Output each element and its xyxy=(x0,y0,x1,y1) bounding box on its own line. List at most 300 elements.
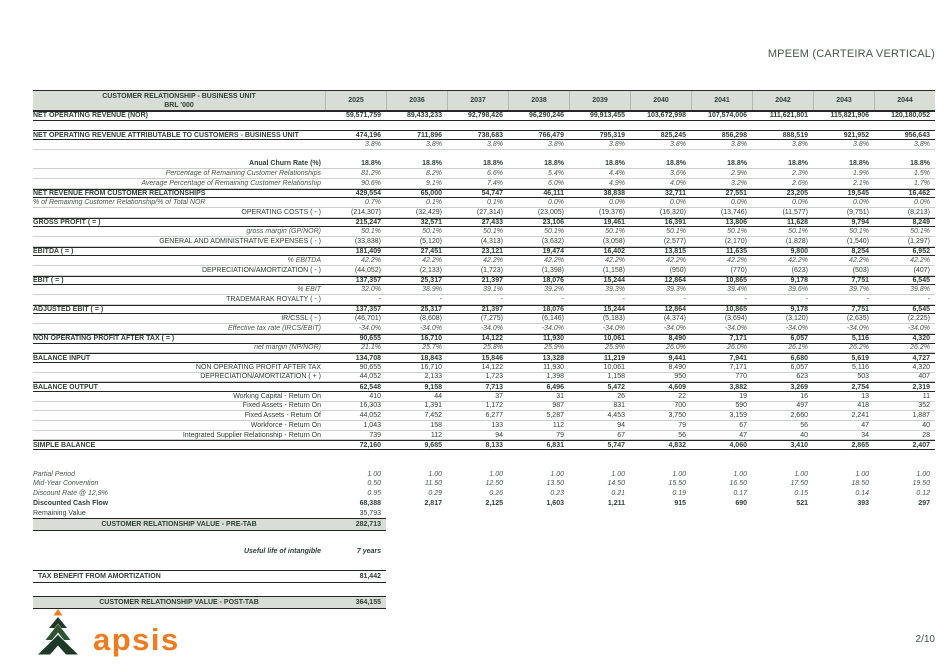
cell-value: 23,106 xyxy=(542,218,564,226)
cell-value: - xyxy=(622,295,625,303)
cell-value: 11.50 xyxy=(425,480,442,488)
cell-value: 6,831 xyxy=(546,441,564,449)
cell-value: 50.1% xyxy=(483,228,503,236)
cell-value: 39.1% xyxy=(483,286,503,294)
cell-value: 1.00 xyxy=(489,470,503,478)
row-ircssl xyxy=(33,314,935,324)
cell-value: 90.6% xyxy=(361,179,381,187)
row-partial-period xyxy=(33,469,935,479)
cell-value: 15,846 xyxy=(481,354,503,362)
cell-value: 7,941 xyxy=(729,354,747,362)
tax-benefit-row xyxy=(33,570,386,583)
cell-value: 2,865 xyxy=(851,441,869,449)
cell-value: 38.9% xyxy=(422,286,442,294)
cell-value: (950) xyxy=(669,266,686,274)
row-label: Average Percentage of Remaining Customer Relationship xyxy=(141,179,321,187)
useful-life-label: Useful life of intangible xyxy=(243,547,321,555)
cell-value: 23,121 xyxy=(481,247,503,255)
cell-value: 42.2% xyxy=(361,257,381,265)
cell-value: 3.8% xyxy=(914,140,930,148)
cell-value: 825,245 xyxy=(660,131,686,139)
cell-value: -34.0% xyxy=(358,324,381,332)
cell-value: 15.50 xyxy=(668,480,686,488)
cell-value: 297 xyxy=(918,499,930,507)
cell-value: 2,125 xyxy=(485,499,503,507)
row-nor-growth xyxy=(33,140,935,150)
cell-value: 25,317 xyxy=(420,277,442,285)
row-trademark-royalty xyxy=(33,295,935,305)
cell-value: 50.1% xyxy=(666,228,686,236)
cell-value: 1,043 xyxy=(363,421,381,429)
cell-value: 26.2% xyxy=(849,344,869,352)
cell-value: - xyxy=(744,295,747,303)
cell-value: (3,694) xyxy=(724,315,747,323)
cell-value: 18.8% xyxy=(422,160,442,168)
cell-value: 0.21 xyxy=(611,490,625,498)
spacer xyxy=(33,150,935,160)
cell-value: 22 xyxy=(678,392,686,400)
cell-value: 5,747 xyxy=(607,441,625,449)
cell-value: 21.1% xyxy=(361,344,381,352)
row-adjusted-ebit xyxy=(33,305,935,315)
cell-value: 137,357 xyxy=(355,277,381,285)
cell-value: 16,303 xyxy=(359,402,381,410)
cell-value: 1,158 xyxy=(607,373,625,381)
cell-value: 0.0% xyxy=(792,199,808,207)
cell-value: 19,545 xyxy=(847,189,869,197)
row-label: Remaining Value xyxy=(33,509,86,517)
cell-value: 39.7% xyxy=(849,286,869,294)
cell-value: 42.2% xyxy=(788,257,808,265)
cell-value: 18.8% xyxy=(483,160,503,168)
cell-value: 50.1% xyxy=(788,228,808,236)
cell-value: 11,628 xyxy=(786,218,808,226)
cell-value: - xyxy=(378,295,381,303)
cell-value: 9.1% xyxy=(426,179,442,187)
cell-value: 120,180,052 xyxy=(891,112,930,120)
row-working-capital xyxy=(33,392,935,402)
cell-value: 50.1% xyxy=(849,228,869,236)
cell-value: - xyxy=(927,295,930,303)
year-header: 2040 xyxy=(630,91,691,110)
row-balance-output xyxy=(33,382,935,392)
cell-value: (3,632) xyxy=(541,237,564,245)
cell-value: - xyxy=(561,295,564,303)
cell-value: 50.1% xyxy=(544,228,564,236)
cell-value: 2,133 xyxy=(424,373,442,381)
row-net-revenue-customer xyxy=(33,189,935,199)
cell-value: 0.23 xyxy=(550,490,564,498)
cell-value: 1.9% xyxy=(853,169,869,177)
row-avg-pct-remaining xyxy=(33,179,935,189)
cell-value: 2,817 xyxy=(424,499,442,507)
cell-value: 1,398 xyxy=(546,373,564,381)
cell-value: 8.2% xyxy=(426,169,442,177)
cell-value: 32,571 xyxy=(420,218,442,226)
cell-value: 65,000 xyxy=(420,189,442,197)
cell-value: 27,433 xyxy=(481,218,503,226)
cell-value: (19,376) xyxy=(598,208,625,216)
valuation-table xyxy=(33,90,935,518)
cell-value: 16,710 xyxy=(420,363,442,371)
cell-value: (8,608) xyxy=(419,315,442,323)
cell-value: 831 xyxy=(613,402,625,410)
cell-value: (407) xyxy=(913,266,930,274)
cell-value: 19,461 xyxy=(603,218,625,226)
cell-value: 42.2% xyxy=(605,257,625,265)
cell-value: 39.3% xyxy=(666,286,686,294)
cell-value: 26 xyxy=(617,392,625,400)
cell-value: 6,057 xyxy=(790,363,808,371)
cell-value: 42.2% xyxy=(727,257,747,265)
row-label: BALANCE INPUT xyxy=(33,354,91,362)
cell-value: 770 xyxy=(735,373,747,381)
cell-value: 13.50 xyxy=(546,480,564,488)
apsis-logo xyxy=(33,609,180,655)
cell-value: 2,660 xyxy=(790,412,808,420)
spacer xyxy=(33,460,935,470)
cell-value: 2,754 xyxy=(851,383,869,391)
cell-value: 103,672,998 xyxy=(647,112,686,120)
cell-value: 739 xyxy=(369,431,381,439)
row-label: Mid-Year Convention xyxy=(33,480,99,488)
cell-value: 17.50 xyxy=(790,480,808,488)
cell-value: 11,635 xyxy=(725,247,747,255)
row-net-margin xyxy=(33,344,935,354)
cell-value: 10,061 xyxy=(603,363,625,371)
cell-value: 2.9% xyxy=(731,169,747,177)
cell-value: -34.0% xyxy=(907,324,930,332)
cell-value: 3,750 xyxy=(668,412,686,420)
row-label: EBITDA ( = ) xyxy=(33,247,74,255)
cell-value: 37 xyxy=(495,392,503,400)
cell-value: -34.0% xyxy=(663,324,686,332)
row-fixed-assets-of xyxy=(33,411,935,421)
row-label: NON OPERATING PROFIT AFTER TAX xyxy=(195,363,321,371)
cell-value: 18.8% xyxy=(361,160,381,168)
cell-value: 3.8% xyxy=(731,140,747,148)
cell-value: 9,794 xyxy=(851,218,869,226)
cell-value: 3.8% xyxy=(365,140,381,148)
pre-tab-label: CUSTOMER RELATIONSHIP VALUE - PRE-TAB xyxy=(101,521,257,528)
row-label: Anual Churn Rate (%) xyxy=(249,160,321,168)
cell-value: 18.50 xyxy=(851,480,869,488)
row-label: NON OPERATING PROFIT AFTER TAX ( = ) xyxy=(33,335,175,343)
cell-value: 418 xyxy=(857,402,869,410)
cell-value: 1,887 xyxy=(912,412,930,420)
row-ebitda xyxy=(33,247,935,257)
row-gross-margin xyxy=(33,227,935,237)
cell-value: 3.8% xyxy=(487,140,503,148)
cell-value: (503) xyxy=(852,266,869,274)
row-label: GENERAL AND ADMINISTRATIVE EXPENSES ( - ) xyxy=(159,237,321,245)
cell-value: (1,540) xyxy=(846,237,869,245)
logo-wordmark: apsis xyxy=(93,622,180,657)
table-header-label xyxy=(33,91,325,110)
cell-value: 1.00 xyxy=(428,470,442,478)
cell-value: 950 xyxy=(674,373,686,381)
row-simple-balance xyxy=(33,440,935,450)
cell-value: 1.00 xyxy=(916,470,930,478)
row-label: Partial Period xyxy=(33,470,76,478)
cell-value: 50.1% xyxy=(727,228,747,236)
cell-value: (2,133) xyxy=(419,266,442,274)
cell-value: (3,120) xyxy=(785,315,808,323)
year-header: 2043 xyxy=(813,91,874,110)
cell-value: 158 xyxy=(430,421,442,429)
cell-value: 5,619 xyxy=(851,354,869,362)
cell-value: 7,751 xyxy=(851,277,869,285)
row-effective-tax-rate xyxy=(33,324,935,334)
cell-value: 56 xyxy=(678,431,686,439)
cell-value: (1,723) xyxy=(480,266,503,274)
summary-section xyxy=(33,518,386,609)
cell-value: 10,061 xyxy=(603,335,625,343)
cell-value: 915 xyxy=(674,499,686,507)
cell-value: 44 xyxy=(434,392,442,400)
cell-value: 112 xyxy=(430,431,442,439)
row-label: Discount Rate @ 12,9% xyxy=(33,490,108,498)
cell-value: 15,244 xyxy=(603,306,625,314)
cell-value: 13,815 xyxy=(664,247,686,255)
cell-value: 9,685 xyxy=(424,441,442,449)
year-header: 2044 xyxy=(874,91,935,110)
cell-value: 766,479 xyxy=(538,131,564,139)
cell-value: 0.0% xyxy=(670,199,686,207)
cell-value: 393 xyxy=(857,499,869,507)
cell-value: 40 xyxy=(800,431,808,439)
cell-value: 54,747 xyxy=(481,189,503,197)
cell-value: 92,798,426 xyxy=(467,112,503,120)
cell-value: 9,800 xyxy=(790,247,808,255)
cell-value: (1,158) xyxy=(602,266,625,274)
cell-value: 26.0% xyxy=(666,344,686,352)
cell-value: (46,701) xyxy=(354,315,381,323)
cell-value: 7,713 xyxy=(485,383,503,391)
cell-value: - xyxy=(805,295,808,303)
cell-value: 50.1% xyxy=(910,228,930,236)
cell-value: (16,320) xyxy=(659,208,686,216)
row-pct-ebitda xyxy=(33,256,935,266)
cell-value: 590 xyxy=(735,402,747,410)
cell-value: 16,462 xyxy=(908,189,930,197)
cell-value: (3,058) xyxy=(602,237,625,245)
cell-value: 94 xyxy=(495,431,503,439)
cell-value: (13,746) xyxy=(720,208,747,216)
row-label: EBIT ( = ) xyxy=(33,277,64,285)
cell-value: (1,297) xyxy=(907,237,930,245)
row-label: Percentage of Remaining Customer Relationships xyxy=(165,169,321,177)
cell-value: 181,409 xyxy=(355,247,381,255)
cell-value: 18.8% xyxy=(910,160,930,168)
row-label: net margin (NP/NOR) xyxy=(254,344,321,352)
cell-value: 3.8% xyxy=(548,140,564,148)
cell-value: 0.7% xyxy=(365,199,381,207)
cell-value: (44,052) xyxy=(354,266,381,274)
row-label: % EBITDA xyxy=(287,257,321,265)
cell-value: (9,751) xyxy=(846,208,869,216)
cell-value: 25.9% xyxy=(605,344,625,352)
cell-value: 18,076 xyxy=(542,306,564,314)
cell-value: 9,178 xyxy=(790,277,808,285)
year-header: 2025 xyxy=(325,91,386,110)
cell-value: 6,496 xyxy=(546,383,564,391)
cell-value: 9,441 xyxy=(668,354,686,362)
cell-value: 8,490 xyxy=(668,335,686,343)
cell-value: 107,574,006 xyxy=(708,112,747,120)
cell-value: 0.12 xyxy=(916,490,930,498)
cell-value: 112 xyxy=(552,421,564,429)
cell-value: 34 xyxy=(861,431,869,439)
cell-value: 987 xyxy=(552,402,564,410)
cell-value: -34.0% xyxy=(785,324,808,332)
cell-value: 6,057 xyxy=(790,335,808,343)
cell-value: 1.7% xyxy=(914,179,930,187)
cell-value: 7,452 xyxy=(424,412,442,420)
cell-value: 0.0% xyxy=(548,199,564,207)
row-nopat xyxy=(33,334,935,344)
cell-value: 6,277 xyxy=(485,412,503,420)
cell-value: 40 xyxy=(922,421,930,429)
cell-value: 410 xyxy=(369,392,381,400)
table-body xyxy=(33,111,935,518)
cell-value: 32.0% xyxy=(361,286,381,294)
cell-value: 26.1% xyxy=(788,344,808,352)
cell-value: - xyxy=(500,295,503,303)
cell-value: 6,680 xyxy=(790,354,808,362)
cell-value: 18.8% xyxy=(849,160,869,168)
cell-value: 3.6% xyxy=(670,169,686,177)
cell-value: 14.50 xyxy=(607,480,625,488)
cell-value: 39.8% xyxy=(910,286,930,294)
cell-value: 12,864 xyxy=(664,306,686,314)
cell-value: 3,159 xyxy=(729,412,747,420)
cell-value: 44,052 xyxy=(359,412,381,420)
cell-value: 96,290,246 xyxy=(528,112,564,120)
cell-value: 19.50 xyxy=(912,480,930,488)
cell-value: 46,111 xyxy=(543,189,564,197)
row-label: Workforce - Return On xyxy=(250,421,321,429)
year-header: 2041 xyxy=(691,91,752,110)
cell-value: 956,643 xyxy=(904,131,930,139)
cell-value: 0.0% xyxy=(731,199,747,207)
cell-value: 1.00 xyxy=(611,470,625,478)
cell-value: 14,122 xyxy=(481,363,503,371)
row-label: gross margin (GP/NOR) xyxy=(246,228,321,236)
cell-value: 42.2% xyxy=(422,257,442,265)
cell-value: 133 xyxy=(491,421,503,429)
cell-value: -34.0% xyxy=(419,324,442,332)
cell-value: 16,391 xyxy=(664,218,686,226)
cell-value: - xyxy=(683,295,686,303)
cell-value: 1.00 xyxy=(855,470,869,478)
cell-value: 81.2% xyxy=(361,169,381,177)
cell-value: 89,433,233 xyxy=(406,112,442,120)
cell-value: (7,275) xyxy=(480,315,503,323)
row-label: NET REVENUE FROM CUSTOMER RELATIONSHIPS xyxy=(33,189,206,197)
row-label: DEPRECIATION/AMORTIZATION ( - ) xyxy=(202,266,321,274)
cell-value: 0.14 xyxy=(855,490,869,498)
cell-value: 39.3% xyxy=(605,286,625,294)
cell-value: 99,913,455 xyxy=(589,112,625,120)
cell-value: 4,727 xyxy=(912,354,930,362)
cell-value: 0.1% xyxy=(426,199,442,207)
cell-value: 429,554 xyxy=(355,189,381,197)
cell-value: 1.5% xyxy=(914,169,930,177)
useful-life-value: 7 years xyxy=(356,547,381,555)
cell-value: 3.8% xyxy=(792,140,808,148)
pre-tab-value: 282,713 xyxy=(355,521,381,528)
cell-value: 6.6% xyxy=(487,169,503,177)
row-label: Fixed Assets - Return Of xyxy=(244,412,321,420)
cell-value: 5,287 xyxy=(546,412,564,420)
cell-value: 8,254 xyxy=(851,247,869,255)
row-gross-profit xyxy=(33,218,935,228)
page-title: MPEEM (CARTEIRA VERTICAL) xyxy=(767,48,935,60)
spacer xyxy=(33,450,935,460)
cell-value: 921,952 xyxy=(843,131,869,139)
cell-value: 111,621,801 xyxy=(769,112,808,120)
cell-value: 4.0% xyxy=(670,179,686,187)
row-discount-rate xyxy=(33,489,935,499)
cell-value: 13 xyxy=(861,392,869,400)
cell-value: 13,806 xyxy=(725,218,747,226)
cell-value: 79 xyxy=(556,431,564,439)
cell-value: 4,609 xyxy=(668,383,686,391)
cell-value: 4,320 xyxy=(912,363,930,371)
cell-value: (770) xyxy=(730,266,747,274)
cell-value: 6,545 xyxy=(912,306,930,314)
cell-value: 1,211 xyxy=(607,499,625,507)
cell-value: 12.50 xyxy=(485,480,503,488)
row-label: Fixed Assets - Return On xyxy=(242,402,321,410)
cell-value: 94 xyxy=(617,421,625,429)
cell-value: (1,398) xyxy=(541,266,564,274)
row-remaining-value xyxy=(33,508,935,518)
year-header: 2036 xyxy=(386,91,447,110)
cell-value: 21,397 xyxy=(481,277,503,285)
year-header: 2037 xyxy=(447,91,508,110)
cell-value: 18.8% xyxy=(727,160,747,168)
cell-value: -34.0% xyxy=(541,324,564,332)
cell-value: 16,402 xyxy=(603,247,625,255)
cell-value: 1.00 xyxy=(672,470,686,478)
row-nopat-plain xyxy=(33,363,935,373)
table-header-row xyxy=(33,90,935,111)
mountain-icon xyxy=(33,609,83,655)
cell-value: 18.8% xyxy=(666,160,686,168)
cell-value: 700 xyxy=(674,402,686,410)
row-label: DEPRECIATION/AMORTIZATION ( + ) xyxy=(200,373,321,381)
cell-value: 47 xyxy=(739,431,747,439)
cell-value: 9,158 xyxy=(424,383,442,391)
row-label: ADJUSTED EBIT ( = ) xyxy=(33,306,104,314)
cell-value: 19 xyxy=(739,392,747,400)
cell-value: 3.8% xyxy=(609,140,625,148)
cell-value: 38,838 xyxy=(603,189,625,197)
cell-value: 50.1% xyxy=(422,228,442,236)
cell-value: 4,832 xyxy=(668,441,686,449)
cell-value: (1,828) xyxy=(785,237,808,245)
cell-value: 90,655 xyxy=(359,335,381,343)
row-churn-rate xyxy=(33,159,935,169)
row-discounted-cash-flow xyxy=(33,499,935,509)
cell-value: 26.0% xyxy=(727,344,747,352)
cell-value: 2.3% xyxy=(792,169,808,177)
cell-value: 27,451 xyxy=(420,247,442,255)
row-ebit xyxy=(33,276,935,286)
cell-value: (23,005) xyxy=(537,208,564,216)
